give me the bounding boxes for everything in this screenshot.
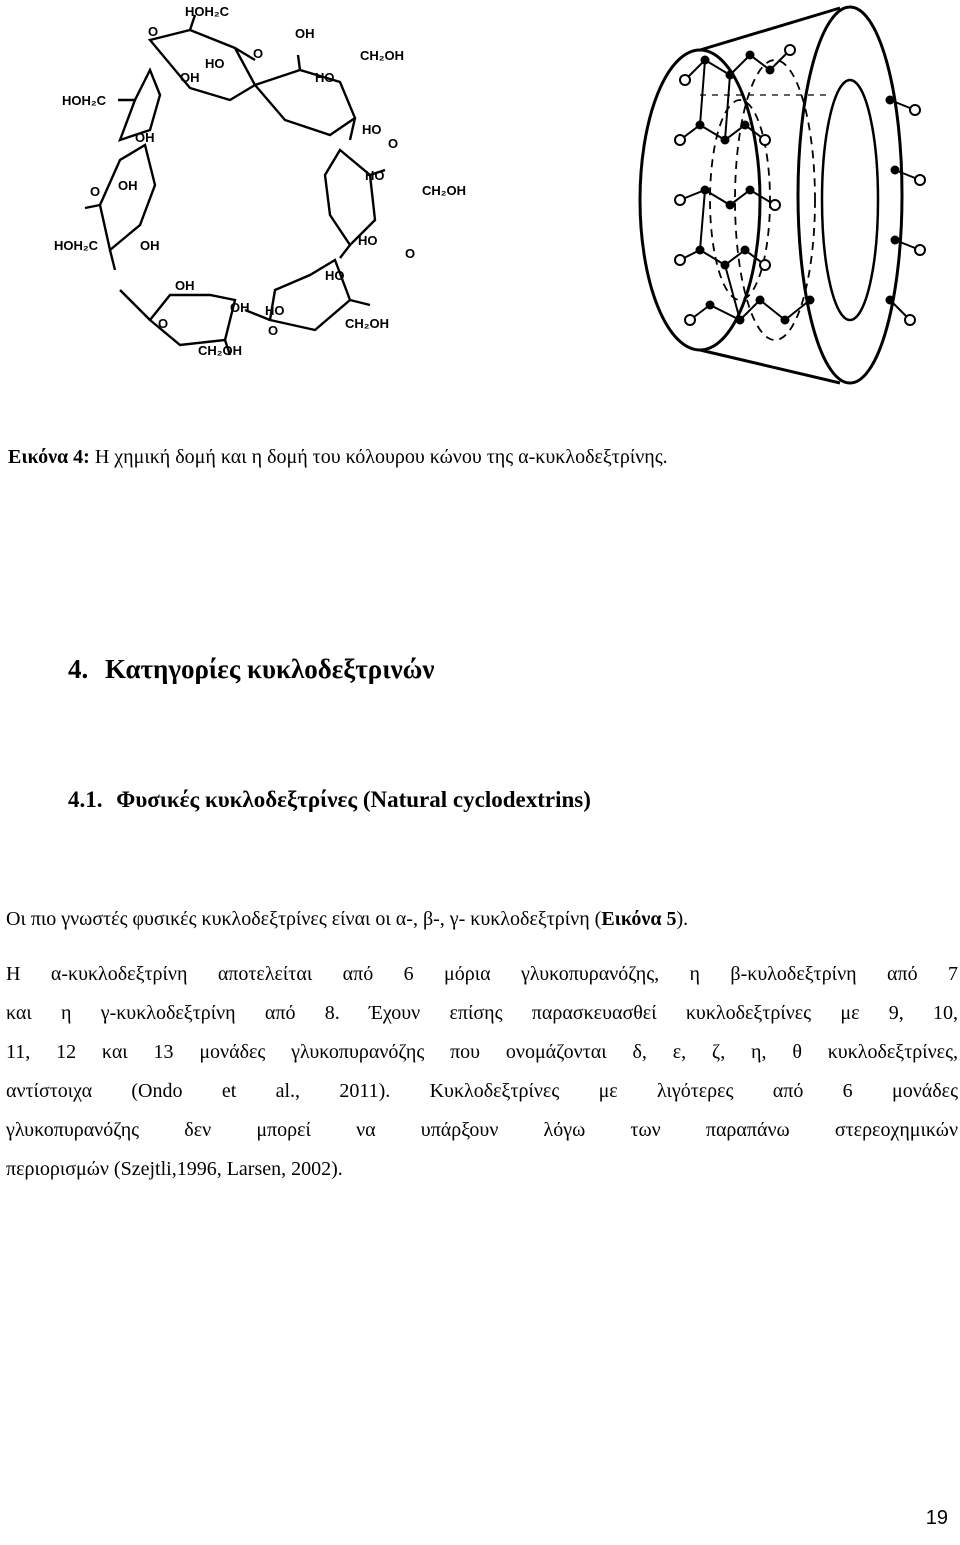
section-heading (68, 654, 434, 685)
label-o-3: O (388, 136, 399, 151)
subsection-number: 4.1. (68, 787, 103, 812)
chemical-labels (54, 4, 466, 358)
label-oh-5: OH (140, 238, 160, 253)
label-ho-2: HO (365, 168, 385, 183)
section-number: 4. (68, 654, 89, 684)
label-ho-3: HO (358, 233, 378, 248)
label-ch2oh-2: CH₂OH (422, 183, 467, 198)
cyclodextrin-figure (40, 0, 960, 430)
label-ch2oh-4: CH₂OH (198, 343, 243, 358)
label-ch2oh-3: CH₂OH (345, 316, 390, 331)
figure-caption-prefix: Εικόνα 4: (8, 446, 90, 468)
label-oh-3: OH (135, 130, 155, 145)
label-o-2: O (253, 46, 264, 61)
paragraph-line-2: Η α-κυκλοδεξτρίνη αποτελείται από 6 μόρια γλυκοπυρανόζης, η β-κυλοδεξτρίνη από 7 (6, 963, 958, 985)
label-ho-1: HO (362, 122, 382, 137)
label-oh-1: OH (295, 26, 315, 41)
paragraph-line-1-text: Οι πιο γνωστές φυσικές κυκλοδεξτρίνες είναι οι α-, β-, γ- κυκλοδεξτρίνη ( (6, 908, 602, 930)
paragraph-line-3: και η γ-κυκλοδεξτρίνη από 8. Έχουν επίσης παρασκευασθεί κυκλοδεξτρίνες με 9, 10, (6, 1002, 958, 1024)
label-o-5: O (268, 323, 279, 338)
label-oh-6: OH (175, 278, 195, 293)
paragraph-line-7: περιορισμών (Szejtli,1996, Larsen, 2002). (6, 1158, 343, 1180)
paragraph-line-6: γλυκοπυρανόζης δεν μπορεί να υπάρξουν λόγω των παραπάνω στερεοχημικών (6, 1119, 958, 1141)
label-ho-5: HO (265, 303, 285, 318)
label-hoh2c-bottom: HOH₂C (54, 238, 99, 253)
cone-open-atoms (675, 45, 925, 325)
figure-caption-text: Η χημική δομή και η δομή του κόλουρου κώνου της α-κυκλοδεξτρίνης. (89, 446, 668, 468)
label-o-4: O (405, 246, 416, 261)
label-oh-2: OH (180, 70, 200, 85)
paragraph-line-5: αντίστοιχα (Ondo et al., 2011). Κυκλοδεξτρίνες με λιγότερες από 6 μονάδες (6, 1080, 958, 1102)
label-oh-4: OH (118, 178, 138, 193)
paragraph-line-1 (6, 904, 688, 934)
label-ho-6: HO (205, 56, 225, 71)
figure-reference: Εικόνα 5 (601, 908, 677, 930)
label-ch2oh-1: CH₂OH (360, 48, 405, 63)
label-o-1: O (148, 24, 159, 39)
label-oh-7: OH (230, 300, 250, 315)
label-hoh2c-top: HOH₂C (185, 4, 230, 19)
subsection-heading (68, 787, 591, 813)
section-title: Κατηγορίες κυκλοδεξτρινών (105, 654, 435, 684)
paragraph-line-4: 11, 12 και 13 μονάδες γλυκοπυρανόζης που ονομάζονται δ, ε, ζ, η, θ κυκλοδεξτρίνες, (6, 1041, 958, 1063)
figure-caption (8, 446, 668, 469)
label-hoh2c-left: HOH₂C (62, 93, 107, 108)
paragraph-line-1-end: ). (676, 908, 689, 930)
figure-4 (40, 0, 960, 430)
label-ho-7: HO (315, 70, 335, 85)
label-o-7: O (90, 184, 101, 199)
subsection-title: Φυσικές κυκλοδεξτρίνες (Natural cyclodextrins) (116, 787, 591, 812)
page-number: 19 (925, 1507, 948, 1529)
label-ho-4: HO (325, 268, 345, 283)
label-o-6: O (158, 316, 169, 331)
